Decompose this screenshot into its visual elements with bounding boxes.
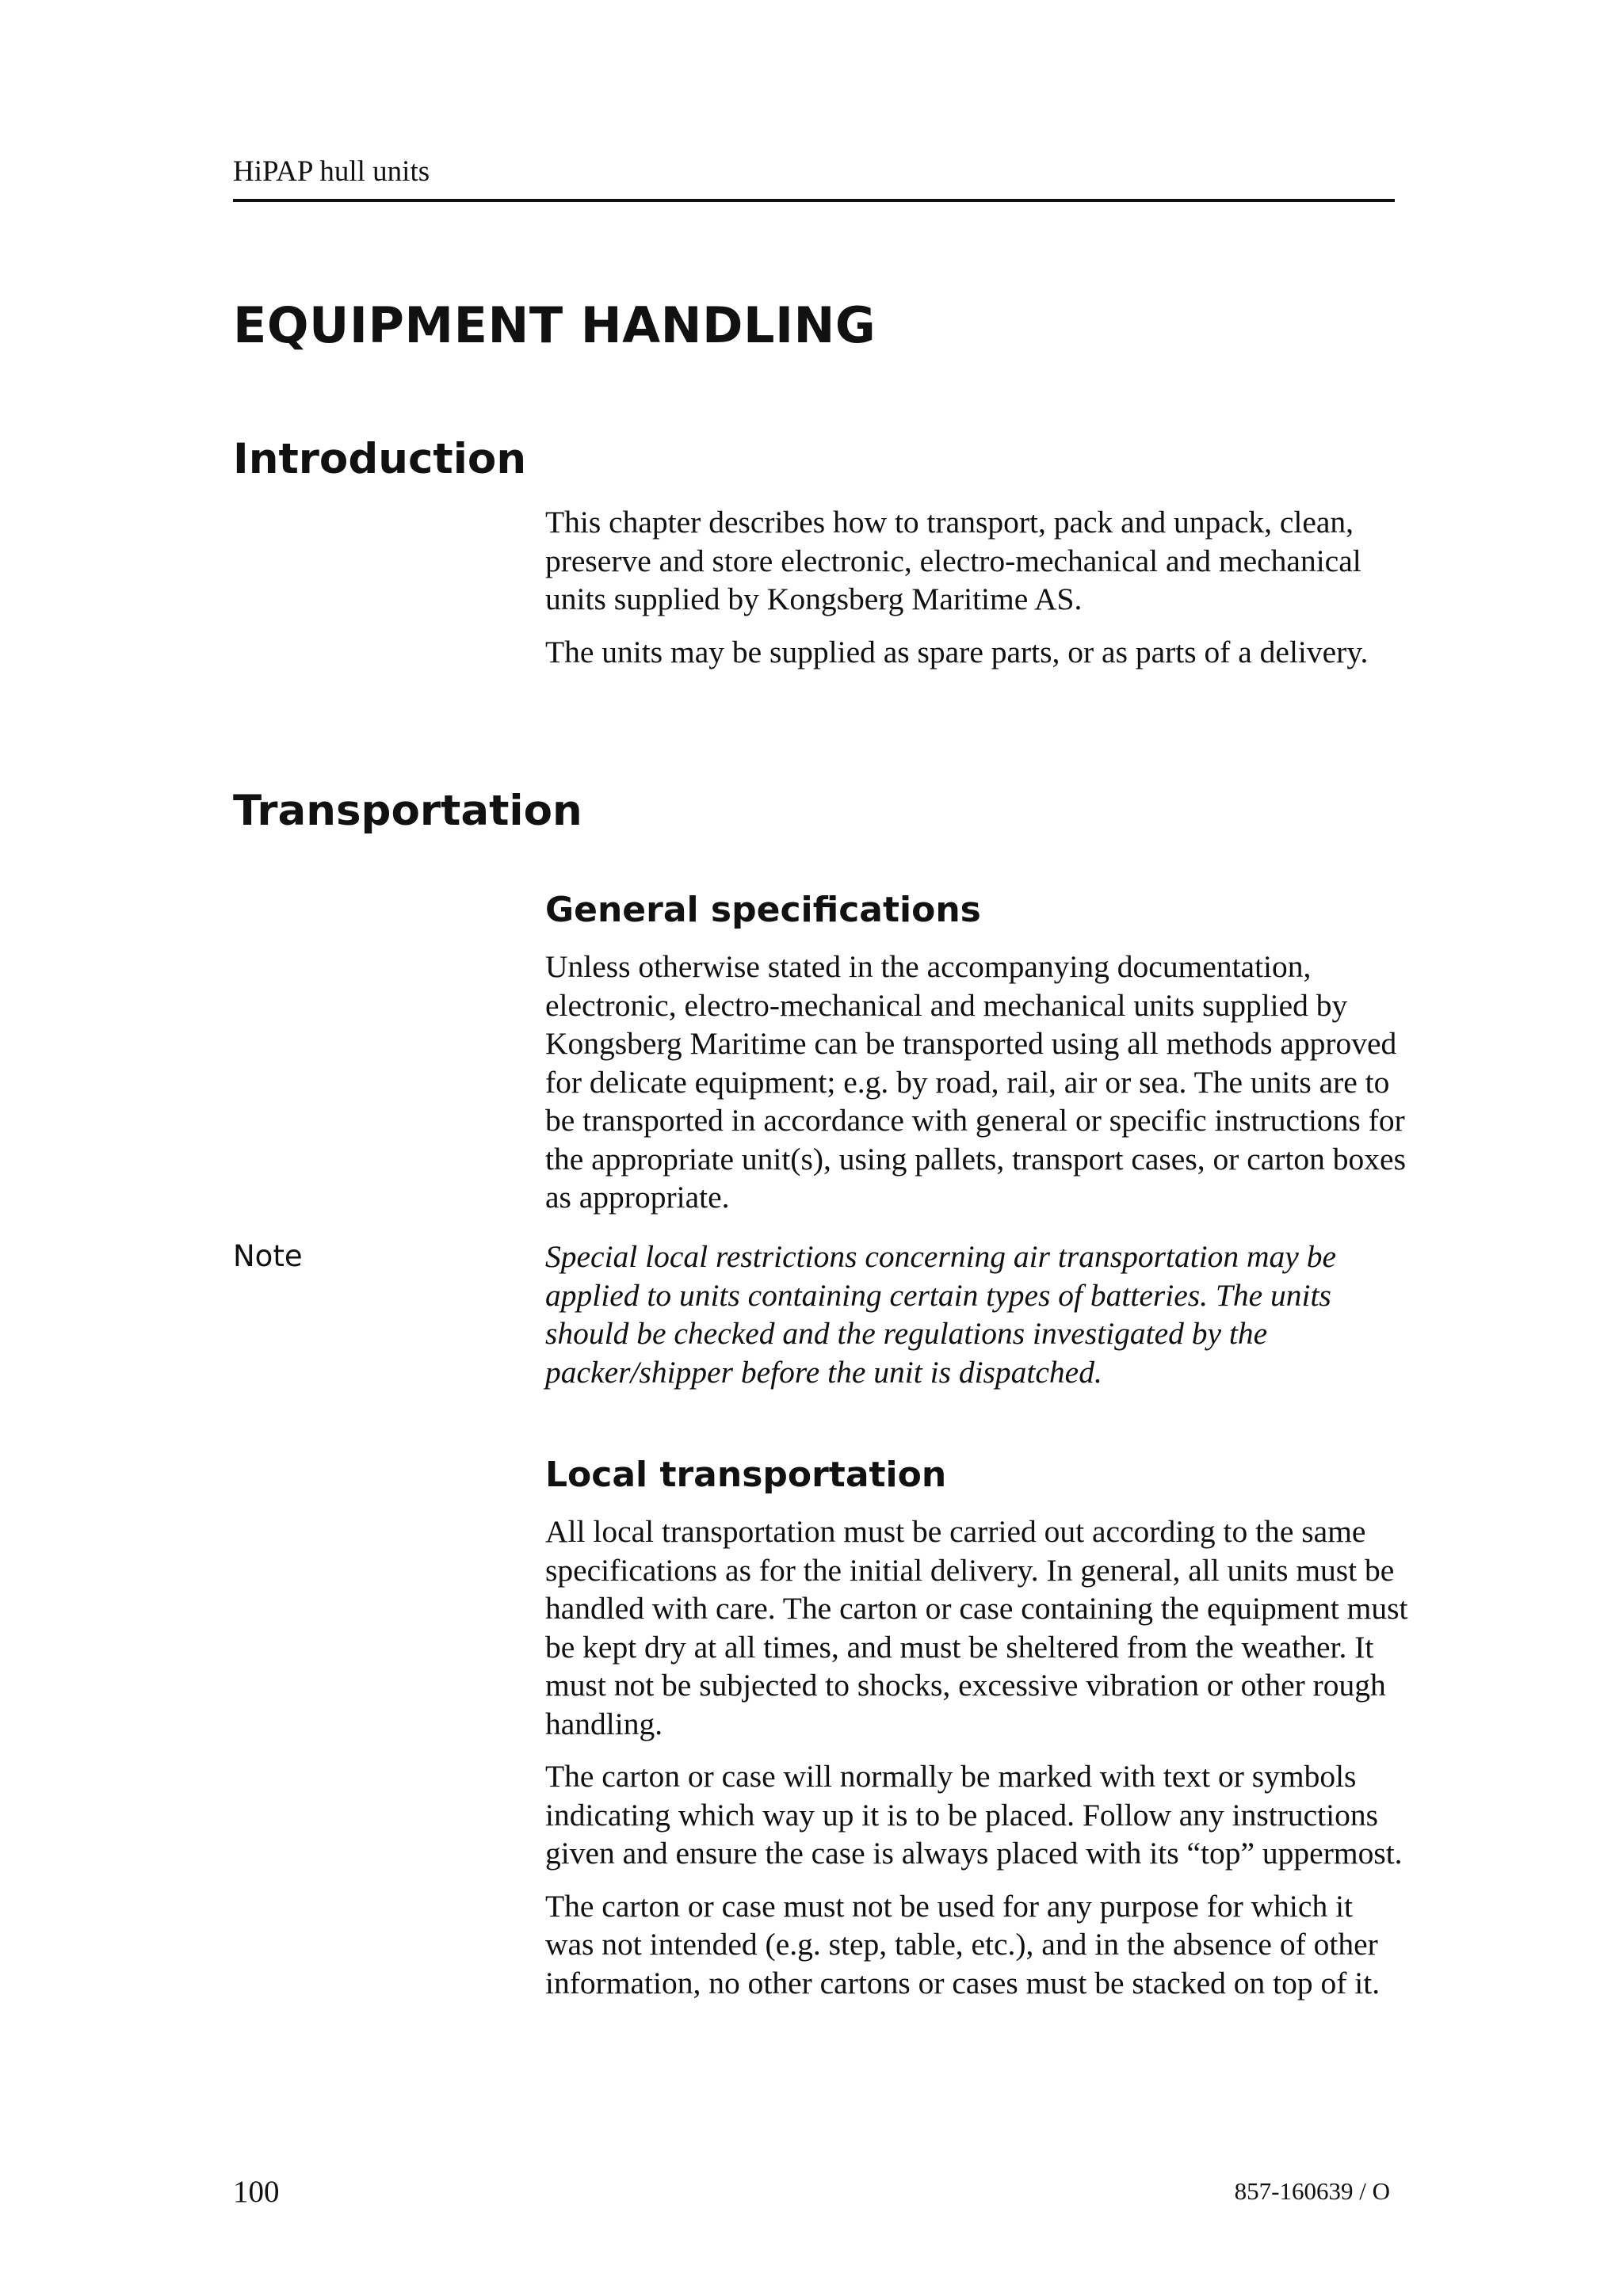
paragraph: Unless otherwise stated in the accompanying documentation, electronic, electro-mechanical and mechanical units supplied by Kongsberg Maritime can be transported using all methods approved for delicate equipment; e.g. by road, rail, air or sea. The units are to be transported in accordance with general or specific instructions for the appropriate unit(s), using pallets, transport cases, or carton boxes as appropriate. bbox=[545, 949, 1406, 1215]
paragraph: The units may be supplied as spare parts, or as parts of a delivery. bbox=[545, 634, 1369, 669]
introduction-body bbox=[545, 503, 1409, 685]
header-rule bbox=[233, 199, 1395, 202]
page-number: 100 bbox=[233, 2175, 280, 2209]
note-text: Special local restrictions concerning air transportation may be applied to units containing certain types of batteries. The units should be checked and the regulations investigated by the packer/shipper before the unit is dispatched. bbox=[545, 1239, 1336, 1390]
note-label: Note bbox=[233, 1239, 303, 1273]
running-header: HiPAP hull units bbox=[233, 155, 430, 188]
document-id: 857-160639 / O bbox=[1234, 2177, 1390, 2205]
section-heading-transportation: Transportation bbox=[233, 787, 582, 835]
chapter-title: EQUIPMENT HANDLING bbox=[233, 296, 876, 354]
paragraph: The carton or case will normally be marked with text or symbols indicating which way up it is to be placed. Follow any instructions given and ensure the case is always placed with its “top” uppermost. bbox=[545, 1759, 1403, 1871]
subsection-heading-local-transportation: Local transportation bbox=[545, 1455, 947, 1495]
paragraph: The carton or case must not be used for any purpose for which it was not intended (e.g. step, table, etc.), and in the absence of other information, no other cartons or cases must be stacked on top of it. bbox=[545, 1888, 1381, 2000]
general-specifications-body bbox=[545, 948, 1409, 1231]
section-heading-introduction: Introduction bbox=[233, 435, 527, 483]
local-transportation-body bbox=[545, 1512, 1409, 2016]
subsection-heading-general-specifications: General specifications bbox=[545, 890, 981, 930]
paragraph: This chapter describes how to transport, pack and unpack, clean, preserve and store electronic, electro-mechanical and mechanical units supplied by Kongsberg Maritime AS. bbox=[545, 505, 1361, 616]
paragraph: All local transportation must be carried out according to the same specifications as for the initial delivery. In general, all units must be handled with care. The carton or case containing the equipment must be kept dry at all times, and must be sheltered from the weather. It must not be subjected to shocks, excessive vibration or other rough handling. bbox=[545, 1514, 1408, 1741]
